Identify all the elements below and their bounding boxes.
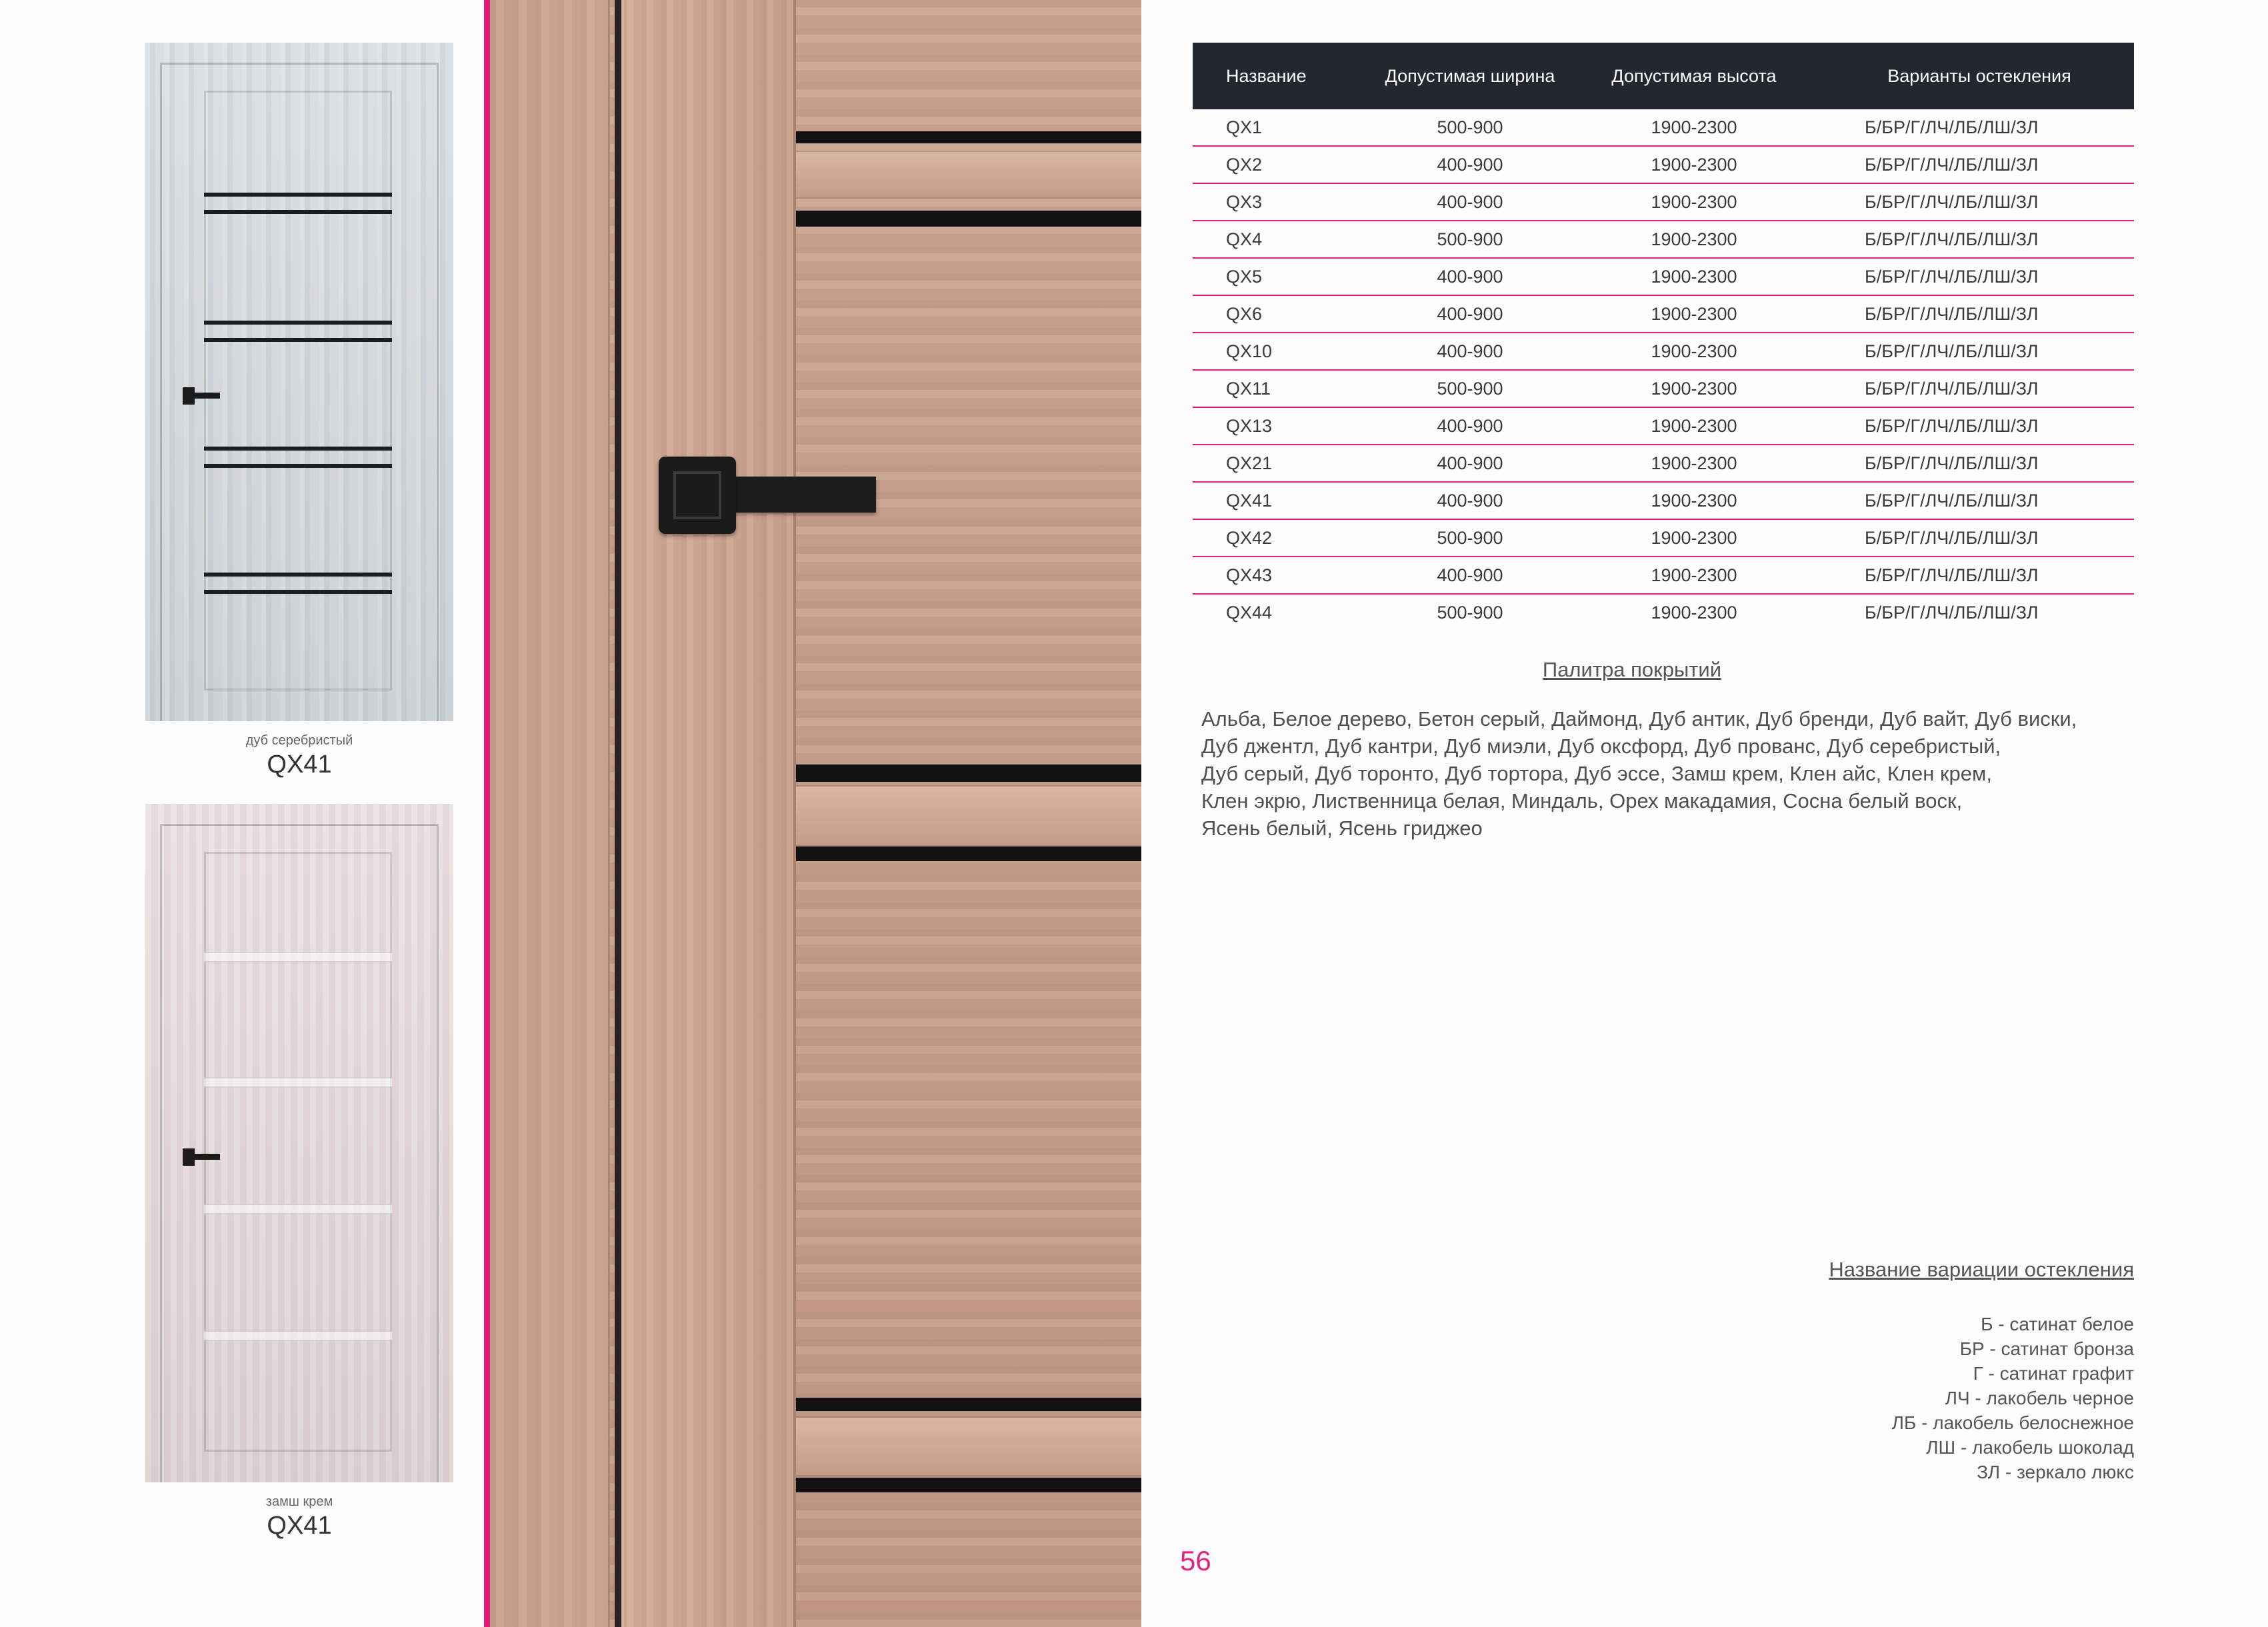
cell-glazing: Б/БР/Г/ЛЧ/ЛБ/ЛШ/ЗЛ: [1825, 221, 2134, 258]
door-model-label: QX41: [267, 1512, 332, 1540]
cell-width: 500-900: [1377, 519, 1563, 557]
glass-strip: [204, 210, 392, 214]
door-gap: [615, 0, 621, 1627]
table-row: [1193, 146, 2134, 183]
accent-edge: [484, 0, 490, 1627]
door-finish-label: замш крем: [265, 1494, 333, 1509]
handle-rose-inset: [673, 471, 721, 519]
cell-width: 500-900: [1377, 370, 1563, 407]
cell-name: QX43: [1193, 557, 1377, 594]
cell-height: 1900-2300: [1563, 445, 1825, 482]
door-handle-icon: [659, 457, 736, 534]
table-row: [1193, 221, 2134, 258]
glass-strip: [204, 193, 392, 197]
table-row: [1193, 333, 2134, 370]
cell-name: QX44: [1226, 602, 1273, 623]
door-image: [145, 804, 453, 1482]
palette-list: Альба, Белое дерево, Бетон серый, Даймонд, Дуб антик, Дуб бренди, Дуб вайт, Дуб виски, Дуб джентл, Дуб кантри, Дуб миэли, Дуб оксфорд, Дуб прованс, Дуб серебристый, Дуб серый, Дуб торонто, Дуб тортора, Дуб эссе, Замш крем, Клен айс, Клен крем, Клен экрю, Лиственница белая, Миндаль, Орех макадамия, Сосна белый воск, Ясень белый, Ясень гриджео: [1201, 707, 2077, 840]
cell-name: QX42: [1193, 519, 1377, 557]
cell-name: QX6: [1193, 295, 1377, 333]
table-row: [1193, 183, 2134, 221]
cell-glazing: Б/БР/Г/ЛЧ/ЛБ/ЛШ/ЗЛ: [1825, 258, 2134, 295]
door-frame-jamb: [490, 0, 610, 1627]
door-spec-table: [1193, 43, 2134, 631]
glass-strip: [204, 952, 392, 962]
cell-height: 1900-2300: [1563, 482, 1825, 519]
cell-height: 1900-2300: [1563, 407, 1825, 445]
cell-width: 400-900: [1377, 333, 1563, 370]
cell-width: 400-900: [1377, 407, 1563, 445]
cell-glazing: Б/БР/Г/ЛЧ/ЛБ/ЛШ/ЗЛ: [1825, 519, 2134, 557]
cell-name: QX21: [1193, 445, 1377, 482]
glazing-item: ЛБ - лакобель белоснежное: [1891, 1412, 2134, 1433]
cell-glazing: Б/БР/Г/ЛЧ/ЛБ/ЛШ/ЗЛ: [1825, 109, 2134, 146]
table-body: [1193, 109, 2134, 631]
cell-name: QX13: [1193, 407, 1377, 445]
door-leaf: [204, 852, 392, 1452]
cell-glazing: Б/БР/Г/ЛЧ/ЛБ/ЛШ/ЗЛ: [1825, 295, 2134, 333]
glazing-item: Г - сатинат графит: [1973, 1363, 2134, 1384]
palette-title: Палитра покрытий: [1542, 658, 1722, 681]
header-height: Допустимая высота: [1563, 43, 1825, 109]
glass-strip: [204, 321, 392, 325]
glass-strip: [204, 590, 392, 594]
cell-glazing: Б/БР/Г/ЛЧ/ЛБ/ЛШ/ЗЛ: [1825, 333, 2134, 370]
cell-glazing: Б/БР/Г/ЛЧ/ЛБ/ЛШ/ЗЛ: [1825, 557, 2134, 594]
door-stile: [621, 0, 796, 1627]
glazing-legend: [1892, 1312, 2134, 1484]
glass-strip: [204, 1204, 392, 1214]
glass-strip: [796, 765, 1141, 782]
cell-name: QX11: [1193, 370, 1377, 407]
table-row: [1193, 594, 2134, 631]
cell-width: 400-900: [1377, 482, 1563, 519]
glass-strip: [796, 1478, 1141, 1492]
cell-name: QX5: [1193, 258, 1377, 295]
glazing-item: Б - сатинат белое: [1981, 1314, 2134, 1334]
glass-strip: [796, 1398, 1141, 1411]
cell-width: 400-900: [1377, 146, 1563, 183]
cell-glazing: Б/БР/Г/ЛЧ/ЛБ/ЛШ/ЗЛ: [1865, 602, 2039, 623]
glazing-item: ЛЧ - лакобель черное: [1945, 1388, 2134, 1408]
cell-name: QX41: [1193, 482, 1377, 519]
cell-glazing: Б/БР/Г/ЛЧ/ЛБ/ЛШ/ЗЛ: [1825, 482, 2134, 519]
door-lever-icon: [192, 393, 220, 399]
cell-height: 1900-2300: [1563, 295, 1825, 333]
table-row: [1193, 407, 2134, 445]
cell-height: 1900-2300: [1563, 146, 1825, 183]
glass-strip: [204, 447, 392, 451]
cell-height: 1900-2300: [1563, 183, 1825, 221]
cell-height: 1900-2300: [1563, 370, 1825, 407]
door-rail: [796, 787, 1141, 845]
cell-name: QX1: [1193, 109, 1377, 146]
cell-width: 400-900: [1377, 445, 1563, 482]
table-row: [1193, 370, 2134, 407]
header-glazing: Варианты остекления: [1825, 43, 2134, 109]
glazing-item: БР - сатинат бронза: [1959, 1338, 2134, 1359]
header-width: Допустимая ширина: [1377, 43, 1563, 109]
glazing-item: ЗЛ - зеркало люкс: [1977, 1462, 2134, 1482]
cell-glazing: Б/БР/Г/ЛЧ/ЛБ/ЛШ/ЗЛ: [1825, 445, 2134, 482]
cell-width: 500-900: [1377, 221, 1563, 258]
door-image: [145, 43, 453, 721]
cell-width: 400-900: [1377, 295, 1563, 333]
table-row: [1193, 557, 2134, 594]
glass-strip: [204, 1077, 392, 1088]
cell-height: 1900-2300: [1563, 109, 1825, 146]
cell-name: QX4: [1193, 221, 1377, 258]
table-row: [1193, 295, 2134, 333]
door-lever-icon: [192, 1154, 220, 1160]
door-finish-label: дуб серебристый: [245, 733, 353, 748]
door-model-label: QX41: [267, 751, 332, 779]
table-row: [1193, 258, 2134, 295]
door-closeup-photo: [484, 0, 1141, 1627]
glass-strip: [796, 846, 1141, 861]
cell-height: 1900-2300: [1563, 258, 1825, 295]
table-row: [1193, 445, 2134, 482]
cell-width: 400-900: [1377, 557, 1563, 594]
table-row: [1193, 109, 2134, 146]
cell-name: QX10: [1193, 333, 1377, 370]
glass-strip: [796, 211, 1141, 227]
glass-strip: [204, 573, 392, 577]
cell-height: 1900-2300: [1563, 519, 1825, 557]
cell-glazing: Б/БР/Г/ЛЧ/ЛБ/ЛШ/ЗЛ: [1825, 407, 2134, 445]
cell-glazing: Б/БР/Г/ЛЧ/ЛБ/ЛШ/ЗЛ: [1825, 146, 2134, 183]
door-rail: [796, 152, 1141, 197]
cell-glazing: Б/БР/Г/ЛЧ/ЛБ/ЛШ/ЗЛ: [1825, 370, 2134, 407]
cell-width: 500-900: [1437, 602, 1503, 623]
cell-name: QX3: [1193, 183, 1377, 221]
glass-strip: [204, 1330, 392, 1341]
header-name: Название: [1193, 43, 1377, 109]
table-row: [1193, 482, 2134, 519]
glass-strip: [796, 131, 1141, 143]
glazing-title: Название вариации остекления: [1829, 1258, 2134, 1281]
door-rail: [796, 1418, 1141, 1475]
cell-width: 400-900: [1377, 183, 1563, 221]
table-header-row: [1193, 43, 2134, 109]
glazing-item: ЛШ - лакобель шоколад: [1926, 1437, 2134, 1458]
cell-glazing: Б/БР/Г/ЛЧ/ЛБ/ЛШ/ЗЛ: [1825, 183, 2134, 221]
cell-height: 1900-2300: [1563, 557, 1825, 594]
table-row: [1193, 519, 2134, 557]
cell-height: 1900-2300: [1563, 221, 1825, 258]
cell-height: 1900-2300: [1563, 333, 1825, 370]
cell-height: 1900-2300: [1651, 602, 1737, 623]
glass-strip: [204, 338, 392, 342]
cell-width: 400-900: [1377, 258, 1563, 295]
door-leaf: [204, 91, 392, 691]
cell-width: 500-900: [1377, 109, 1563, 146]
glass-strip: [204, 464, 392, 468]
cell-name: QX2: [1193, 146, 1377, 183]
page-number: 56: [1180, 1545, 1211, 1576]
